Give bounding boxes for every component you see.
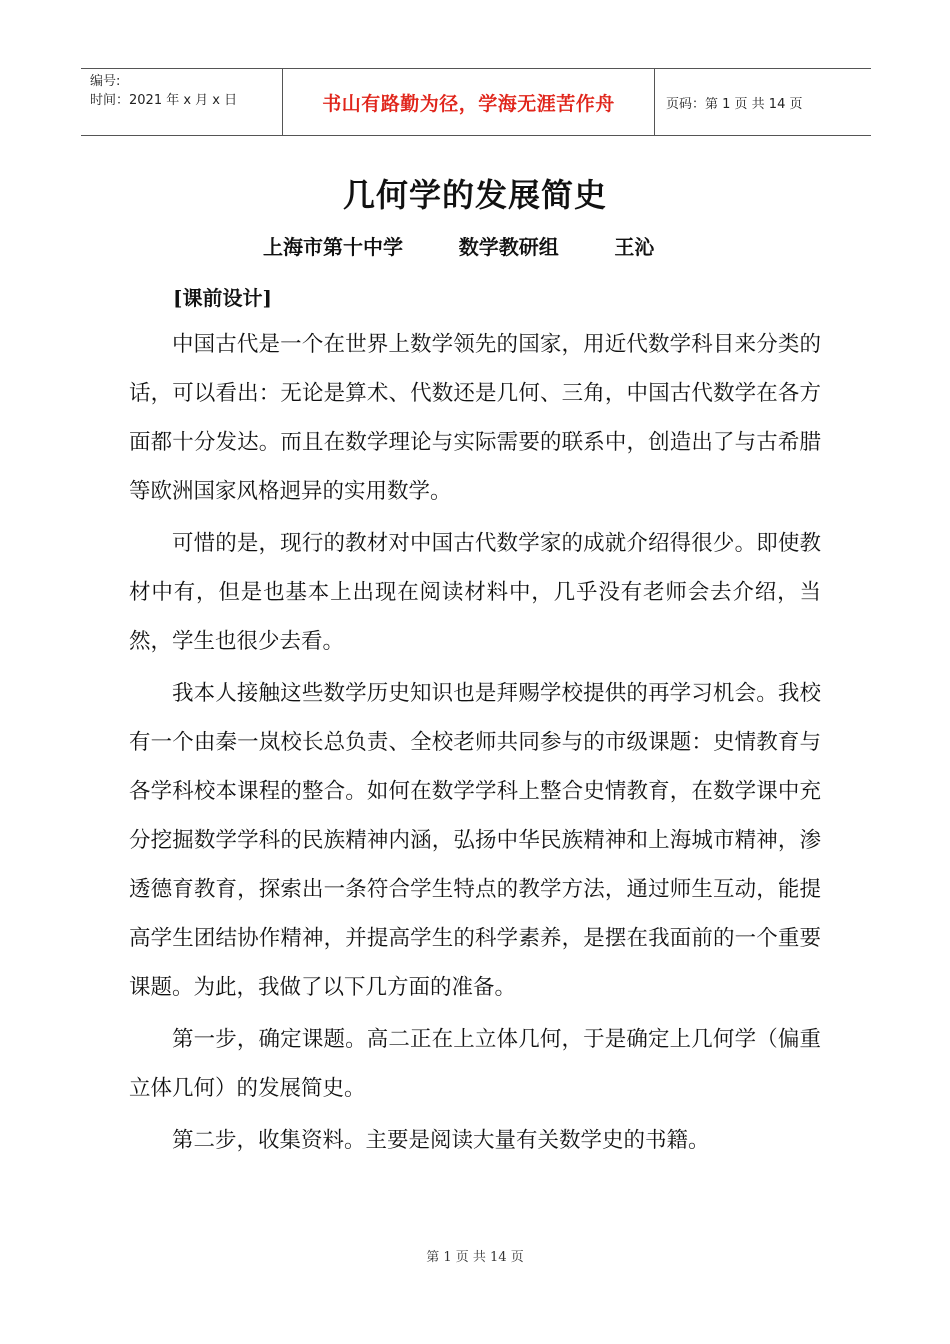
section-label: [课前设计]	[173, 286, 272, 310]
author-line: 上海市第十中学 数学教研组 王沁	[263, 235, 655, 259]
body-paragraph-2: 可惜的是，现行的教材对中国古代数学家的成就介绍得很少。即使教材中有，但是也基本上出现在阅读材料中，几乎没有老师会去介绍，当然，学生也很少去看。	[129, 531, 821, 654]
document-title: 几何学的发展简史	[342, 176, 607, 214]
body-paragraph-5: 第二步，收集资料。主要是阅读大量有关数学史的书籍。	[172, 1128, 710, 1153]
document-header	[81, 68, 871, 136]
header-meta-cell	[81, 69, 283, 135]
body-paragraph-1: 中国古代是一个在世界上数学领先的国家，用近代数学科目来分类的话，可以看出：无论是算术、代数还是几何、三角，中国古代数学在各方面都十分发达。而且在数学理论与实际需要的联系中，创造出了与古希腊等欧洲国家风格迥异的实用数学。	[129, 332, 821, 504]
header-motto: 书山有路勤为径，学海无涯苦作舟	[283, 69, 655, 135]
header-number-label: 编号:	[90, 74, 121, 89]
body-paragraph-4: 第一步，确定课题。高二正在上立体几何，于是确定上几何学（偏重立体几何）的发展简史。	[129, 1027, 821, 1101]
header-page-info: 页码：第 1 页 共 14 页	[666, 96, 803, 112]
body-paragraph-3: 我本人接触这些数学历史知识也是拜赐学校提供的再学习机会。我校有一个由秦一岚校长总负责、全校老师共同参与的市级课题：史情教育与各学科校本课程的整合。如何在数学学科上整合史情教育，在数学课中充分挖掘数学学科的民族精神内涵，弘扬中华民族精神和上海城市精神，渗透德育教育，探索出一条符合学生特点的教学方法，通过师生互动，能提高学生团结协作精神，并提高学生的科学素养，是摆在我面前的一个重要课题。为此，我做了以下几方面的准备。	[129, 681, 821, 1000]
header-time-label: 时间：2021 年 x 月 x 日	[90, 93, 238, 108]
page-footer: 第 1 页 共 14 页	[426, 1250, 524, 1265]
document-body	[129, 320, 821, 1168]
